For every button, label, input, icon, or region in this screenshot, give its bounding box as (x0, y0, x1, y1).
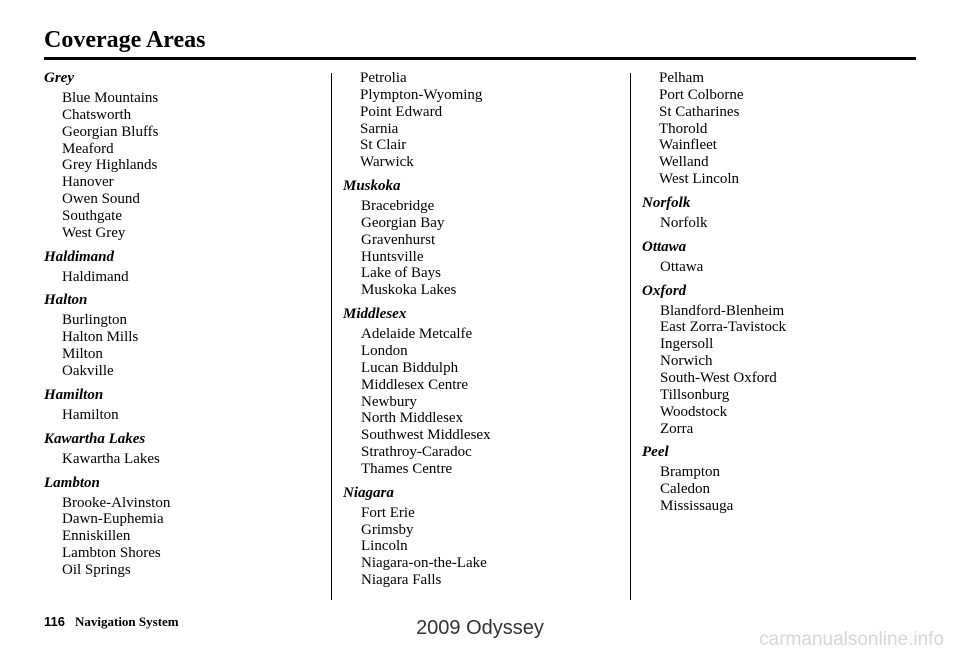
region-name: Niagara (343, 484, 394, 501)
place-item: Tillsonburg (660, 386, 730, 403)
place-item: North Middlesex (361, 410, 464, 427)
place-item: Dawn-Euphemia (62, 511, 164, 528)
place-item: Georgian Bluffs (62, 123, 159, 140)
place-list (44, 90, 324, 242)
region-name: Halton (44, 292, 88, 309)
region-group (44, 387, 324, 424)
region-name: Oxford (642, 282, 687, 299)
place-item: Welland (659, 154, 709, 171)
place-item: Burlington (62, 312, 128, 329)
place-item: St Clair (360, 137, 407, 154)
place-item: Hamilton (62, 406, 119, 423)
place-item: Grey Highlands (62, 157, 158, 174)
region-name: Norfolk (642, 194, 691, 211)
place-item: Strathroy-Caradoc (361, 444, 472, 461)
title-rule (44, 57, 916, 60)
place-item: Niagara Falls (361, 572, 442, 589)
region-group (44, 292, 324, 379)
site-watermark: carmanualsonline.info (759, 629, 944, 650)
place-item: Grimsby (361, 521, 414, 538)
watermark-text: 2009 Odyssey (416, 617, 544, 639)
place-item: Norfolk (660, 214, 708, 231)
place-item: Fort Erie (361, 504, 415, 521)
column-3 (642, 70, 922, 522)
column-2 (343, 70, 623, 596)
place-list (642, 303, 922, 438)
place-item: Sarnia (360, 120, 399, 137)
region-group (44, 249, 324, 286)
region-name: Haldimand (44, 248, 115, 265)
place-item: Georgian Bay (361, 214, 445, 231)
place-item: Oil Springs (62, 561, 131, 578)
place-item: West Lincoln (659, 171, 740, 188)
place-list (44, 407, 324, 424)
place-list (642, 215, 922, 232)
place-item: Chatsworth (62, 106, 132, 123)
region-group (343, 306, 623, 478)
page-number: 116 (44, 614, 65, 629)
place-item: Lake of Bays (361, 265, 441, 282)
place-list (44, 269, 324, 286)
place-list (44, 312, 324, 379)
region-group (343, 70, 623, 171)
place-item: Brampton (660, 464, 720, 481)
place-item: Ottawa (660, 258, 704, 275)
place-item: Meaford (62, 140, 114, 157)
place-item: Lincoln (361, 538, 408, 555)
place-list (44, 495, 324, 579)
column-divider (630, 73, 631, 600)
region-group (642, 444, 922, 515)
place-item: Halton Mills (62, 329, 139, 346)
place-item: Plympton-Wyoming (360, 86, 483, 103)
region-group (642, 283, 922, 438)
region-name: Hamilton (44, 386, 104, 403)
place-item: Oakville (62, 362, 114, 379)
region-name: Lambton (44, 474, 100, 491)
place-list (343, 198, 623, 299)
place-list (343, 505, 623, 589)
place-item: Blue Mountains (62, 90, 159, 106)
column-1 (44, 70, 324, 586)
place-item: South-West Oxford (660, 369, 777, 386)
place-item: Bracebridge (361, 198, 435, 215)
region-group (642, 70, 922, 188)
footer-section-label: Navigation System (74, 614, 179, 629)
place-item: Haldimand (62, 268, 129, 285)
place-item: Lucan Biddulph (361, 359, 459, 376)
place-item: Pelham (659, 70, 704, 86)
place-list (343, 70, 623, 171)
place-item: Milton (62, 346, 103, 363)
place-item: West Grey (62, 224, 126, 241)
place-item: Muskoka Lakes (361, 282, 457, 299)
region-group (44, 475, 324, 579)
place-list (642, 259, 922, 276)
region-name: Grey (44, 70, 74, 86)
region-group (642, 195, 922, 232)
region-name: Kawartha Lakes (44, 430, 146, 447)
place-item: Owen Sound (62, 191, 140, 208)
place-item: London (361, 342, 408, 359)
place-item: Gravenhurst (361, 231, 436, 248)
place-item: Niagara-on-the-Lake (361, 555, 487, 572)
place-item: Southgate (62, 207, 122, 224)
place-item: Caledon (660, 481, 710, 498)
place-item: Huntsville (361, 248, 424, 265)
region-name: Peel (642, 444, 669, 461)
place-item: Point Edward (360, 103, 443, 120)
place-item: Woodstock (660, 403, 728, 420)
place-item: Wainfleet (659, 137, 717, 154)
place-item: St Catharines (659, 103, 740, 120)
region-group (343, 178, 623, 299)
place-item: Southwest Middlesex (361, 427, 491, 444)
place-item: Mississauga (660, 498, 734, 515)
column-divider (331, 73, 332, 600)
page-title: Coverage Areas (44, 27, 206, 53)
place-list (642, 464, 922, 515)
place-item: Enniskillen (62, 528, 131, 545)
region-name: Muskoka (343, 178, 401, 195)
place-item: Kawartha Lakes (62, 450, 160, 467)
place-item: Zorra (660, 420, 694, 437)
place-list (343, 326, 623, 478)
place-item: Port Colborne (659, 86, 744, 103)
place-item: Petrolia (360, 70, 407, 86)
place-item: Ingersoll (660, 336, 714, 353)
place-item: Blandford-Blenheim (660, 302, 785, 319)
place-item: Brooke-Alvinston (62, 494, 171, 511)
place-item: Lambton Shores (62, 545, 161, 562)
place-item: Norwich (660, 353, 713, 370)
region-group (343, 485, 623, 589)
place-item: Middlesex Centre (361, 376, 469, 393)
region-group (642, 239, 922, 276)
place-item: Thorold (659, 120, 708, 137)
place-item: East Zorra-Tavistock (660, 319, 786, 336)
place-list (642, 70, 922, 188)
region-group (44, 431, 324, 468)
region-name: Ottawa (642, 238, 687, 255)
place-list (44, 451, 324, 468)
region-group (44, 70, 324, 242)
place-item: Thames Centre (361, 460, 453, 477)
place-item: Warwick (360, 154, 414, 171)
region-name: Middlesex (343, 306, 407, 323)
place-item: Newbury (361, 393, 417, 410)
place-item: Adelaide Metcalfe (361, 326, 473, 343)
place-item: Hanover (62, 174, 114, 191)
